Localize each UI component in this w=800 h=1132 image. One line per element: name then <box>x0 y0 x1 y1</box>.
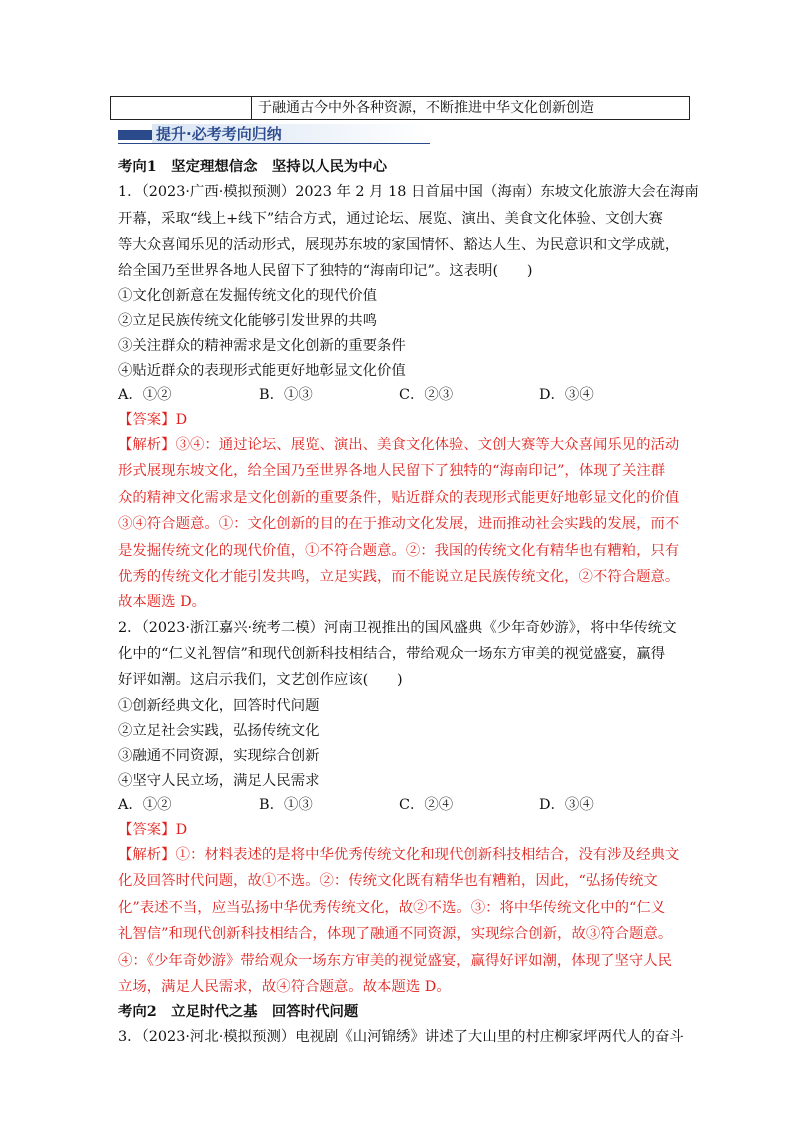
answer: 【答案】D <box>118 822 188 838</box>
analysis-line: 【解析】③④：通过论坛、展览、演出、美食文化体验、文创大赛等大众喜闻乐见的活动 <box>118 437 680 453</box>
option-a: A．①② <box>118 387 172 403</box>
statement: ③关注群众的精神需求是文化创新的重要条件 <box>118 338 406 354</box>
analysis-line: 立场，满足人民需求，故④符合题意。故本题选 D。 <box>118 979 451 995</box>
question-line: 2．（2023·浙江嘉兴·统考二模）河南卫视推出的国风盛典《少年奇妙游》，将中华传统文 <box>118 620 677 636</box>
question-line: 3．（2023·河北·模拟预测）电视剧《山河锦绣》讲述了大山里的村庄柳家坪两代人的奋斗 <box>118 1029 684 1045</box>
statement: ④坚守人民立场，满足人民需求 <box>118 773 320 789</box>
statement: ①文化创新意在发掘传统文化的现代价值 <box>118 288 378 304</box>
section-banner <box>118 124 430 144</box>
analysis-line: 【解析】①：材料表述的是将中华优秀传统文化和现代创新科技相结合，没有涉及经典文 <box>118 847 680 863</box>
direction-heading: 考向1 坚定理想信念 坚持以人民为中心 <box>118 158 388 175</box>
analysis-line: 化及回答时代问题，故①不选。②：传统文化既有精华也有糟粕，因此，“弘扬传统文 <box>118 873 658 889</box>
option-b: B．①③ <box>259 797 313 813</box>
option-c: C．②④ <box>399 797 454 813</box>
statement: ②立足社会实践，弘扬传统文化 <box>118 723 320 739</box>
answer-options <box>118 383 678 407</box>
statement: ③融通不同资源，实现综合创新 <box>118 748 320 764</box>
analysis-line: 故本题选 D。 <box>118 594 207 610</box>
question-line: 开幕，采取“线上+线下”结合方式，通过论坛、展览、演出、美食文化体验、文创大赛 <box>118 211 663 227</box>
section-title: 提升·必考考向归纳 <box>156 125 282 143</box>
option-c: C．②③ <box>399 387 454 403</box>
table-cell: 于融通古今中外各种资源，不断推进中华文化创新创造 <box>258 100 594 116</box>
option-d: D．③④ <box>539 387 594 403</box>
table-cell-empty <box>111 97 252 119</box>
question-line: 等大众喜闻乐见的活动形式，展现苏东坡的家国情怀、豁达人生、为民意识和文学成就， <box>118 237 680 253</box>
statement: ④贴近群众的表现形式能更好地彰显文化价值 <box>118 363 406 379</box>
question-line: 1．（2023·广西·模拟预测）2023 年 2 月 18 日首届中国（海南）东坡文化旅游大会在海南 <box>118 184 699 200</box>
option-b: B．①③ <box>259 387 313 403</box>
analysis-line: ④：《少年奇妙游》带给观众一场东方审美的视觉盛宴，赢得好评如潮，体现了坚守人民 <box>118 953 673 969</box>
analysis-line: 形式展现东坡文化，给全国乃至世界各地人民留下了独特的“海南印记”，体现了关注群 <box>118 463 666 479</box>
question-line: 好评如潮。这启示我们，文艺创作应该( ) <box>118 672 403 688</box>
option-a: A．①② <box>118 797 172 813</box>
analysis-line: ③④符合题意。①：文化创新的目的在于推动文化发展，进而推动社会实践的发展，而不 <box>118 516 680 532</box>
statement: ①创新经典文化，回答时代问题 <box>118 698 320 714</box>
analysis-line: 众的精神文化需求是文化创新的重要条件，贴近群众的表现形式能更好地彰显文化的价值 <box>118 490 680 506</box>
question-line: 化中的“仁义礼智信”和现代创新科技相结合，带给观众一场东方审美的视觉盛宴，赢得 <box>118 646 666 662</box>
answer-options <box>118 793 678 817</box>
summary-table-row <box>110 96 690 120</box>
analysis-line: 优秀的传统文化才能引发共鸣，立足实践，而不能说立足民族传统文化，②不符合题意。 <box>118 569 680 585</box>
banner-bar-icon <box>118 130 152 140</box>
statement: ②立足民族传统文化能够引发世界的共鸣 <box>118 313 378 329</box>
analysis-line: 化”表述不当，应当弘扬中华优秀传统文化，故②不选。③：将中华传统文化中的“仁义 <box>118 900 666 916</box>
option-d: D．③④ <box>539 797 594 813</box>
analysis-line: 是发掘传统文化的现代价值，①不符合题意。②：我国的传统文化有精华也有糟粕，只有 <box>118 543 680 559</box>
question-line: 给全国乃至世界各地人民留下了独特的“海南印记”。这表明( ) <box>118 263 533 279</box>
answer: 【答案】D <box>118 412 188 428</box>
direction-heading: 考向2 立足时代之基 回答时代问题 <box>118 1003 359 1020</box>
analysis-line: 礼智信”和现代创新科技相结合，体现了融通不同资源，实现综合创新，故③符合题意。 <box>118 926 673 942</box>
